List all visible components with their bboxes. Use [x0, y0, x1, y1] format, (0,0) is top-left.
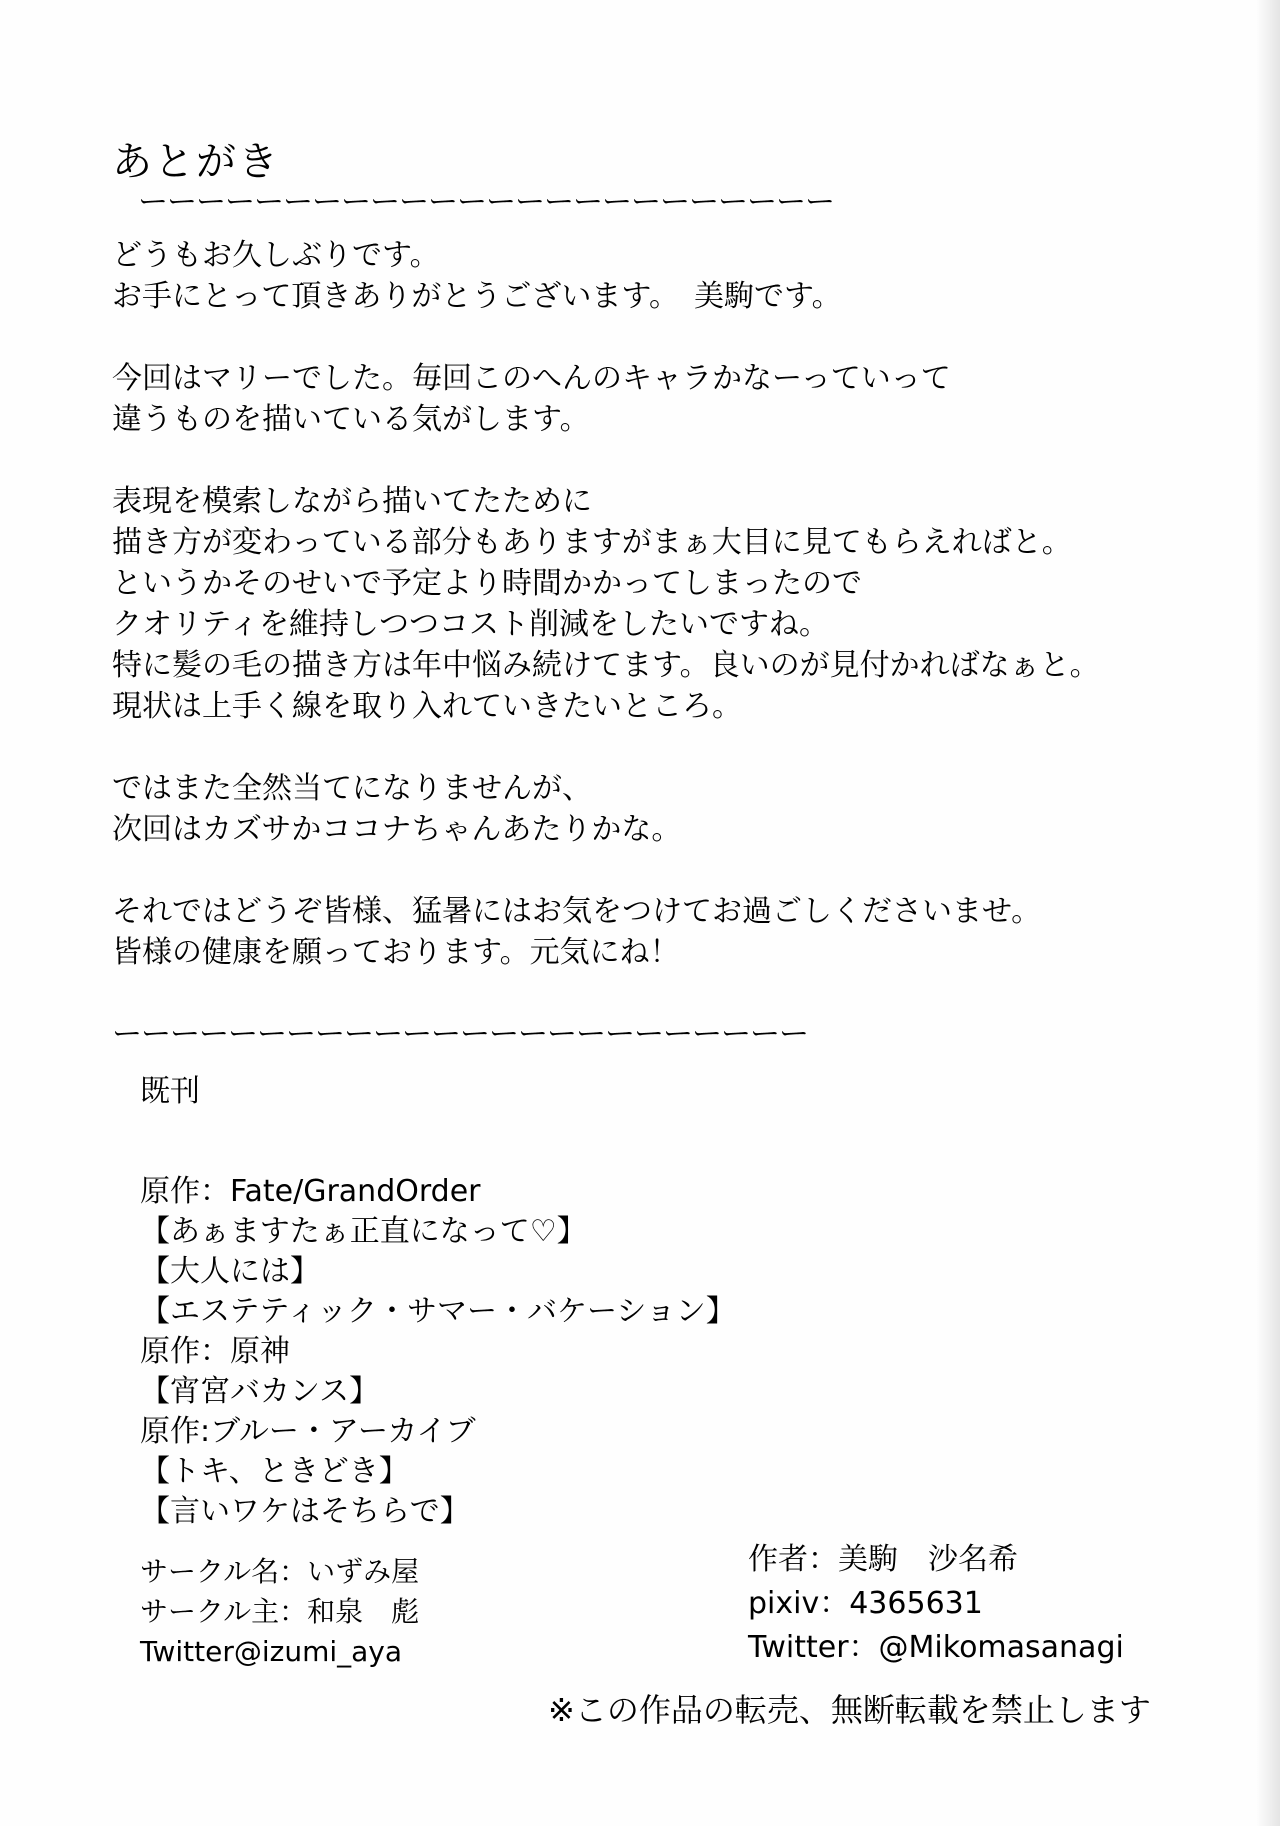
works-item: 【宵宮バカンス】: [140, 1374, 380, 1409]
works-item: 原作：Fate/GrandOrder: [140, 1174, 481, 1209]
paragraph-technique: [112, 481, 1192, 727]
works-item: 【大人には】: [140, 1254, 320, 1289]
divider-bottom: ーーーーーーーーーーーーーーーーーーーーーーーー: [112, 1017, 808, 1052]
author-twitter: Twitter：@Mikomasanagi: [748, 1630, 1124, 1665]
copyright-notice: ※この作品の転売、無断転載を禁止します: [548, 1691, 1151, 1729]
circle-name: サークル名：いずみ屋: [140, 1555, 420, 1588]
paragraph-closing: [112, 891, 1192, 973]
page-edge-shadow: [1256, 0, 1280, 1826]
author-pixiv: pixiv：4365631: [748, 1586, 983, 1621]
circle-owner: サークル主：和泉 彪: [140, 1595, 420, 1628]
page-title: あとがき: [112, 139, 280, 185]
text-line: どうもお久しぶりです。: [112, 238, 440, 273]
text-line: クオリティを維持しつつコスト削減をしたいですね。: [112, 607, 829, 642]
divider-top: ーーーーーーーーーーーーーーーーーーーーーーーー: [138, 185, 834, 220]
text-line: というかそのせいで予定より時間かかってしまったので: [112, 566, 862, 601]
text-line: 表現を模索しながら描いてたために: [112, 484, 592, 519]
author-name: 作者：美駒 沙名希: [748, 1542, 1018, 1577]
text-line: 違うものを描いている気がします。: [112, 402, 590, 437]
text-line: 皆様の健康を願っております。元気にね！: [112, 935, 680, 970]
works-item: 【トキ、ときどき】: [140, 1454, 409, 1489]
text-line: 今回はマリーでした。毎回このへんのキャラかなーっていって: [112, 361, 951, 396]
circle-info: [140, 1552, 419, 1672]
text-line: それではどうぞ皆様、猛暑にはお気をつけてお過ごしくださいませ。: [112, 894, 1042, 929]
works-heading: 既刊: [140, 1074, 200, 1109]
works-item: 原作：原神: [140, 1334, 290, 1369]
text-line: 次回はカズサかココナちゃんあたりかな。: [112, 812, 682, 847]
works-list: [140, 1172, 840, 1532]
text-line: 描き方が変わっている部分もありますがまぁ大目に見てもらえればと。: [112, 525, 1072, 560]
afterword-body: [112, 235, 1192, 1014]
works-item: 【エステティック・サマー・バケーション】: [140, 1294, 736, 1329]
works-item: 【あぁますたぁ正直になって♡】: [140, 1214, 587, 1249]
paragraph-greeting: [112, 235, 1192, 317]
text-line: 現状は上手く線を取り入れていきたいところ。: [112, 689, 742, 724]
paragraph-character: [112, 358, 1192, 440]
author-info: [748, 1538, 1124, 1670]
paragraph-next: [112, 768, 1192, 850]
published-works: [140, 1072, 840, 1532]
text-line: 特に髪の毛の描き方は年中悩み続けてます。良いのが見付かればなぁと。: [112, 648, 1100, 683]
works-item: 原作:ブルー・アーカイブ: [140, 1414, 476, 1449]
text-line: お手にとって頂きありがとうございます。 美駒です。: [112, 279, 842, 314]
circle-twitter: Twitter@izumi_aya: [140, 1635, 403, 1668]
works-item: 【言いワケはそちらで】: [140, 1494, 470, 1529]
text-line: ではまた全然当てになりませんが、: [112, 771, 592, 806]
